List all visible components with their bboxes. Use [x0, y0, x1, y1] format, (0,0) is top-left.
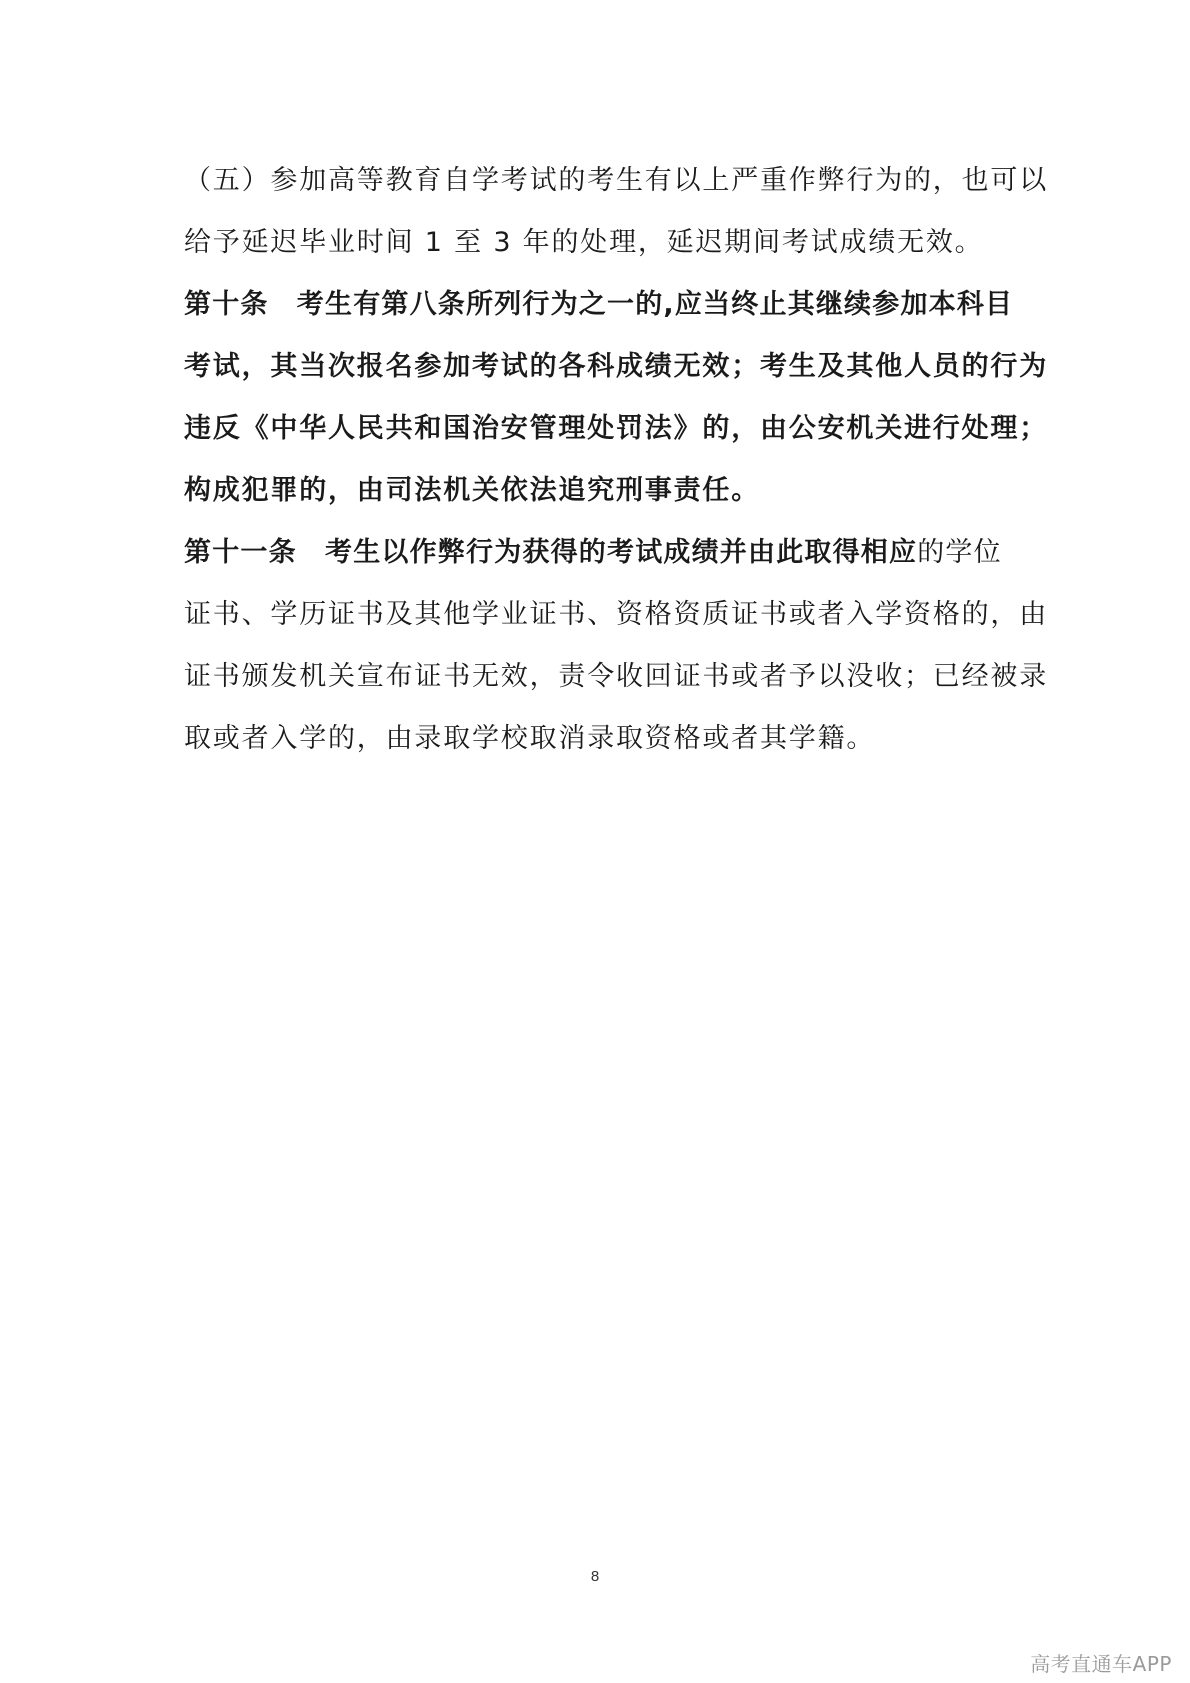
paragraph-5-line-2: 给予延迟毕业时间 1 至 3 年的处理，延迟期间考试成绩无效。	[184, 227, 984, 258]
paragraph-5-line-1: （五）参加高等教育自学考试的考生有以上严重作弊行为的，也可以	[184, 165, 1048, 196]
article-11-line-2: 证书、学历证书及其他学业证书、资格资质证书或者入学资格的，由	[184, 599, 1048, 630]
watermark-text: 高考直通车APP	[1030, 1652, 1172, 1676]
article-11-line-3: 证书颁发机关宣布证书无效，责令收回证书或者予以没收；已经被录	[184, 661, 1048, 692]
page-number: 8	[590, 1568, 600, 1585]
article-10-line-1: 第十条 考生有第八条所列行为之一的,应当终止其继续参加本科目	[184, 289, 1014, 320]
article-11-line-1	[184, 522, 1026, 584]
article-10-line-2: 考试，其当次报名参加考试的各科成绩无效；考生及其他人员的行为	[184, 351, 1048, 382]
article-11-heading-bold: 第十一条 考生以作弊行为获得的考试成绩并由此取得相应	[184, 537, 918, 568]
article-10-line-3: 违反《中华人民共和国治安管理处罚法》的，由公安机关进行处理；	[184, 413, 1048, 444]
article-11-heading-normal: 的学位	[917, 537, 1002, 568]
document-body	[184, 150, 1048, 770]
article-11-line-4: 取或者入学的，由录取学校取消录取资格或者其学籍。	[184, 723, 876, 754]
article-10-line-4: 构成犯罪的，由司法机关依法追究刑事责任。	[184, 475, 760, 506]
